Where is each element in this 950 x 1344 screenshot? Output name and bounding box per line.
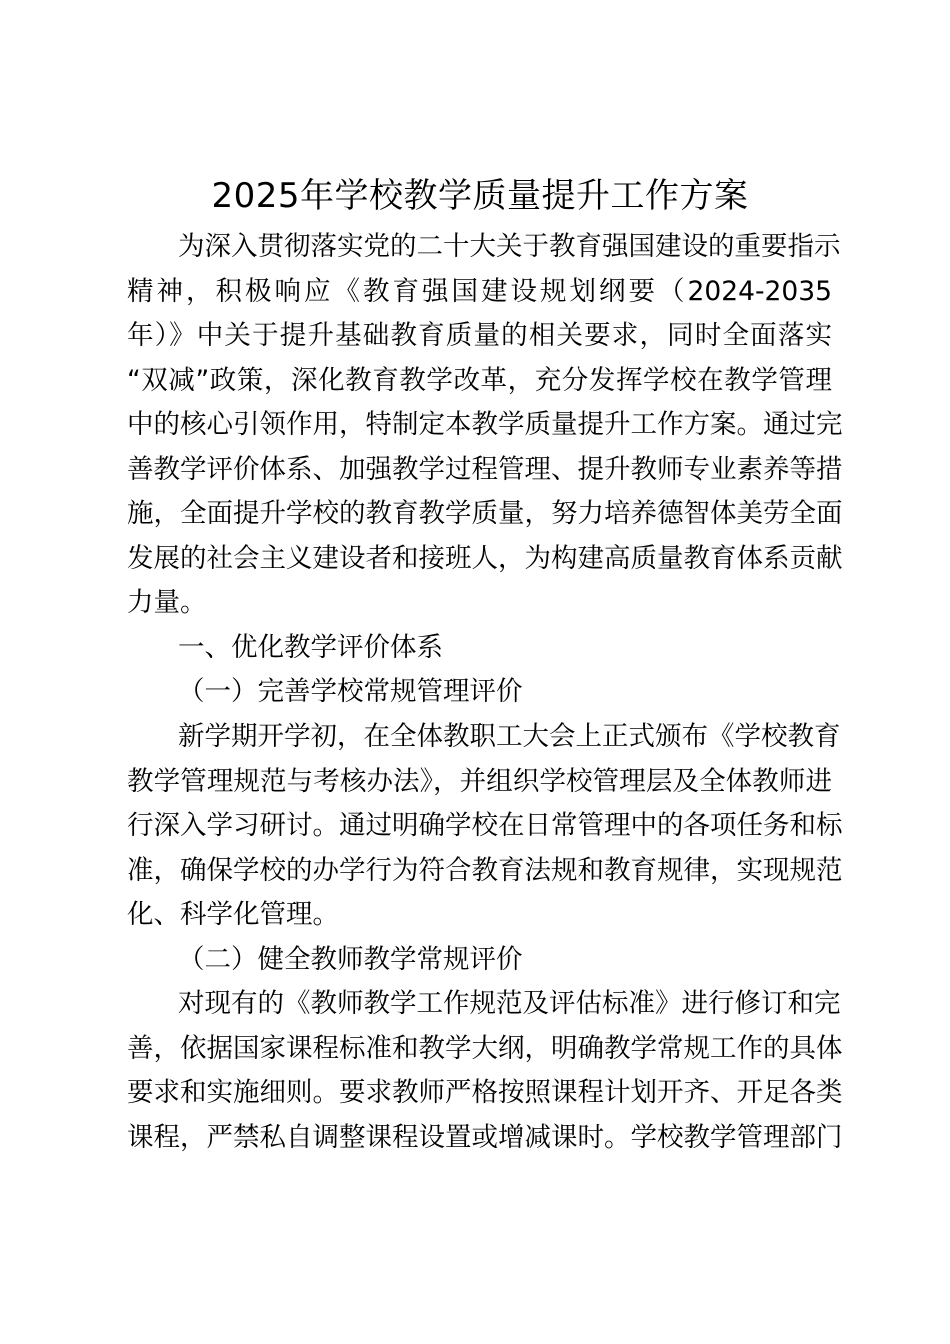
subsection-2-line-4: 课程，严禁私自调整课程设置或增减课时。学校教学管理部门 <box>127 1122 843 1153</box>
intro-line-1: 为深入贯彻落实党的二十大关于教育强国建设的重要指示 <box>178 231 841 262</box>
intro-line-5: 中的核心引领作用，特制定本教学质量提升工作方案。通过完 <box>127 409 843 440</box>
subsection-heading-2: （二）健全教师教学常规评价 <box>178 944 523 975</box>
subsection-1-line-1: 新学期开学初，在全体教职工大会上正式颁布《学校教育 <box>178 721 841 752</box>
subsection-2-line-2: 善，依据国家课程标准和教学大纲，明确教学常规工作的具体 <box>127 1033 843 1064</box>
section-heading-1: 一、优化教学评价体系 <box>178 632 443 663</box>
intro-line-7: 施，全面提升学校的教育教学质量，努力培养德智体美劳全面 <box>127 498 843 529</box>
subsection-2-line-1: 对现有的《教师教学工作规范及评估标准》进行修订和完 <box>178 988 841 1019</box>
subsection-2-line-3: 要求和实施细则。要求教师严格按照课程计划开齐、开足各类 <box>127 1077 843 1108</box>
subsection-1-line-2: 教学管理规范与考核办法》，并组织学校管理层及全体教师进 <box>127 766 832 797</box>
intro-line-8: 发展的社会主义建设者和接班人，为构建高质量教育体系贡献 <box>127 543 843 574</box>
subsection-1-line-5: 化、科学化管理。 <box>127 899 339 930</box>
intro-line-4: “双减”政策，深化教育教学改革，充分发挥学校在教学管理 <box>127 365 832 396</box>
subsection-1-line-3: 行深入学习研讨。通过明确学校在日常管理中的各项任务和标 <box>127 810 843 841</box>
intro-line-9: 力量。 <box>127 587 207 618</box>
intro-line-3: 年）》中关于提升基础教育质量的相关要求，同时全面落实 <box>127 320 832 351</box>
subsection-1-line-4: 准，确保学校的办学行为符合教育法规和教育规律，实现规范 <box>127 855 843 886</box>
intro-line-6: 善教学评价体系、加强教学过程管理、提升教师专业素养等措 <box>127 454 843 485</box>
subsection-heading-1: （一）完善学校常规管理评价 <box>178 676 523 707</box>
document-title: 2025年学校教学质量提升工作方案 <box>211 176 749 216</box>
intro-line-2: 精神，积极响应《教育强国建设规划纲要（2024-2035 <box>127 276 832 307</box>
